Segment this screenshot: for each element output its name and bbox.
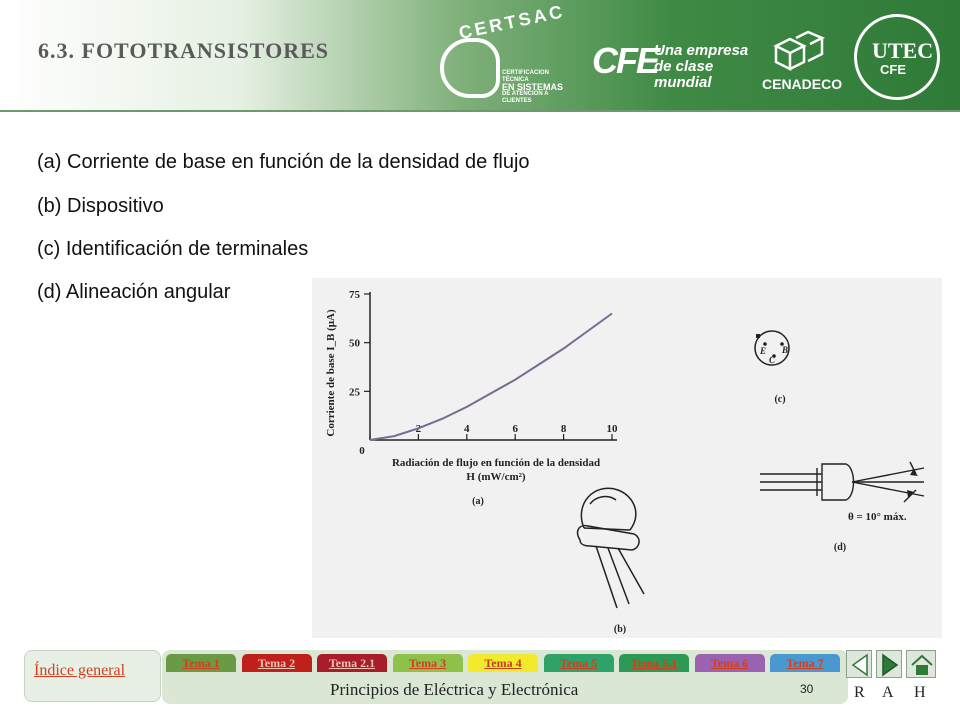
- tab-tema-2-1[interactable]: Tema 2.1: [317, 654, 387, 672]
- home-icon: [907, 651, 937, 679]
- y-axis-label: Corriente de base I_B (μA): [325, 309, 337, 437]
- tab-tema-6[interactable]: Tema 6: [695, 654, 765, 672]
- cfe-logo: [592, 40, 752, 91]
- list-item: (c) Identificación de terminales: [37, 238, 309, 260]
- subject-title: Principios de Eléctrica y Electrónica: [330, 680, 579, 699]
- x-axis-label-1: Radiación de flujo en función de la densidad: [391, 457, 601, 469]
- x-tick-label: 0: [359, 445, 365, 457]
- series-line: [370, 314, 612, 441]
- label-d: (d): [833, 542, 847, 553]
- label-a: (a): [472, 496, 484, 507]
- cfe-name: CFE: [592, 40, 658, 81]
- cenadeco-name: CENADECO: [762, 76, 843, 92]
- list-item: (d) Alineación angular: [37, 281, 231, 303]
- cfe-slogan-1: Una empresa: [654, 42, 749, 59]
- back-arrow-icon: [847, 651, 873, 679]
- cubes-icon: [770, 30, 826, 72]
- page-title: 6.3. FOTOTRANSISTORES: [38, 38, 329, 63]
- base-current-chart: [325, 289, 618, 507]
- terminal-b: B: [782, 345, 789, 355]
- figure-canvas: [312, 278, 942, 638]
- certsac-subtitle: [502, 70, 572, 105]
- x-tick-label: 4: [464, 423, 470, 435]
- label-c: (c): [774, 394, 786, 405]
- index-general-link[interactable]: Índice general: [34, 662, 126, 679]
- x-axis-label-2: H (mW/cm²): [466, 471, 526, 483]
- tab-tema-3[interactable]: Tema 3: [393, 654, 463, 672]
- cfe-slogan: [654, 43, 752, 91]
- tab-tema-5-1[interactable]: Tema 5.1: [619, 654, 689, 672]
- certsac-sub2: EN SISTEMAS: [502, 82, 564, 92]
- utec-name: UTEC: [872, 38, 934, 63]
- terminal-identification: [755, 331, 789, 405]
- cfe-slogan-2: de clase mundial: [654, 58, 714, 91]
- forward-label: A: [882, 684, 894, 701]
- certsac-sub1: CERTIFICACION TÉCNICA: [502, 70, 549, 83]
- list-item: (b) Dispositivo: [37, 195, 164, 217]
- x-tick-label: 2: [415, 423, 422, 435]
- certsac-sub3: DE ATENCIÓN A CLIENTES: [502, 91, 549, 104]
- angle-note: θ = 10° máx.: [848, 511, 907, 523]
- back-label: R: [854, 684, 865, 701]
- phototransistor-figure: [312, 278, 942, 638]
- cenadeco-logo: [762, 30, 842, 100]
- utec-sub: CFE: [880, 62, 906, 77]
- terminal-c: C: [769, 355, 776, 365]
- head-icon: [440, 38, 500, 98]
- y-tick-label: 25: [349, 386, 360, 399]
- page-number: 30: [800, 682, 814, 696]
- tab-tema-7[interactable]: Tema 7: [770, 654, 840, 672]
- transistor-device: [578, 488, 644, 635]
- certsac-name: CERTSAC: [456, 1, 567, 44]
- x-tick-label: 10: [606, 423, 618, 435]
- list-item: (a) Corriente de base en función de la densidad de flujo: [37, 151, 530, 173]
- home-button[interactable]: [906, 650, 936, 678]
- tab-tema-2[interactable]: Tema 2: [242, 654, 312, 672]
- forward-arrow-icon: [877, 651, 903, 679]
- x-tick-label: 6: [512, 423, 518, 435]
- certsac-logo: [440, 1, 567, 104]
- y-tick-label: 75: [349, 289, 360, 301]
- label-b: (b): [613, 624, 627, 635]
- y-tick-label: 50: [349, 337, 360, 350]
- tab-tema-1[interactable]: Tema 1: [166, 654, 236, 672]
- tab-tema-4[interactable]: Tema 4: [468, 654, 538, 672]
- back-button[interactable]: [846, 650, 872, 678]
- utec-logo: [850, 14, 950, 104]
- home-label: H: [914, 684, 926, 701]
- angular-alignment: [760, 462, 924, 553]
- forward-button[interactable]: [876, 650, 902, 678]
- tab-tema-5[interactable]: Tema 5: [544, 654, 614, 672]
- x-tick-label: 8: [560, 423, 567, 435]
- header-divider: [0, 110, 960, 112]
- terminal-e: E: [760, 346, 767, 356]
